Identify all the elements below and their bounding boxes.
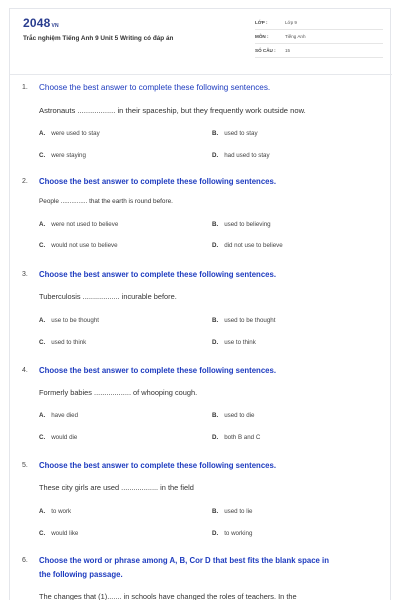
option-b[interactable] xyxy=(212,130,258,137)
document-header xyxy=(10,9,390,69)
question-stem: These city girls are used .................. in the field xyxy=(39,483,194,492)
option-b[interactable] xyxy=(212,221,271,228)
question-stem: Tuberculosis .................. incurable before. xyxy=(39,292,177,301)
question-prompt: Choose the best answer to complete these following sentences. xyxy=(39,366,276,375)
option-text: had used to stay xyxy=(224,152,270,159)
question-prompt: Choose the best answer to complete these following sentences. xyxy=(39,177,276,186)
question-number: 4. xyxy=(22,367,28,374)
option-letter: C. xyxy=(39,152,46,159)
question-prompt: Choose the best answer to complete these following sentences. xyxy=(39,83,271,92)
option-text: did not use to believe xyxy=(224,242,283,249)
question-prompt-line-2: the following passage. xyxy=(39,570,123,579)
option-text: to work xyxy=(51,508,72,515)
option-d[interactable] xyxy=(212,152,270,159)
option-a[interactable] xyxy=(39,508,71,515)
question-stem: Formerly babies .................. of whooping cough. xyxy=(39,388,198,397)
question-prompt-line-1: Choose the word or phrase among A, B, Cor D that best fits the blank space in xyxy=(39,556,329,565)
question-number: 3. xyxy=(22,271,28,278)
option-text: would like xyxy=(51,530,79,537)
option-letter: B. xyxy=(212,130,219,137)
option-letter: D. xyxy=(212,434,219,441)
site-logo[interactable] xyxy=(23,16,59,30)
option-a[interactable] xyxy=(39,412,78,419)
option-text: would not use to believe xyxy=(51,242,118,249)
option-d[interactable] xyxy=(212,242,283,249)
option-a[interactable] xyxy=(39,317,99,324)
option-a[interactable] xyxy=(39,221,118,228)
option-text: have died xyxy=(51,412,79,419)
question-number: 6. xyxy=(22,557,28,564)
document-page xyxy=(9,8,391,600)
meta-row-subject xyxy=(255,32,383,44)
option-text: used to lie xyxy=(224,508,253,515)
option-letter: D. xyxy=(212,530,219,537)
option-text: used to believing xyxy=(224,221,271,228)
meta-info xyxy=(255,18,383,60)
option-b[interactable] xyxy=(212,508,252,515)
option-b[interactable] xyxy=(212,412,254,419)
option-text: to working xyxy=(224,530,253,537)
option-text: used to die xyxy=(224,412,255,419)
meta-key: LỚP : xyxy=(255,20,268,25)
meta-value: Lớp 9 xyxy=(285,20,297,25)
option-letter: C. xyxy=(39,339,46,346)
option-text: use to be thought xyxy=(51,317,100,324)
option-c[interactable] xyxy=(39,434,77,441)
question-number: 2. xyxy=(22,178,28,185)
option-text: would die xyxy=(51,434,78,441)
option-letter: A. xyxy=(39,317,46,324)
option-text: used to be thought xyxy=(224,317,276,324)
option-d[interactable] xyxy=(212,339,256,346)
option-text: were not used to believe xyxy=(51,221,119,228)
meta-row-class xyxy=(255,18,383,30)
option-letter: C. xyxy=(39,530,46,537)
option-letter: A. xyxy=(39,221,46,228)
option-a[interactable] xyxy=(39,130,100,137)
option-letter: A. xyxy=(39,130,46,137)
option-c[interactable] xyxy=(39,530,78,537)
option-c[interactable] xyxy=(39,152,86,159)
option-letter: B. xyxy=(212,508,219,515)
option-letter: D. xyxy=(212,339,219,346)
option-text: were staying xyxy=(51,152,86,159)
option-text: used to think xyxy=(51,339,87,346)
option-letter: B. xyxy=(212,317,219,324)
option-letter: B. xyxy=(212,412,219,419)
question-prompt: Choose the best answer to complete these following sentences. xyxy=(39,461,276,470)
question-stem: People ............... that the earth is round before. xyxy=(39,198,173,205)
logo-suffix: VN xyxy=(51,23,59,29)
meta-value: 15 xyxy=(285,48,291,53)
document-title: Trắc nghiệm Tiếng Anh 9 Unit 5 Writing có đáp án xyxy=(23,35,174,42)
question-prompt: Choose the best answer to complete these following sentences. xyxy=(39,270,276,279)
option-text: used to stay xyxy=(224,130,258,137)
meta-value: Tiếng Anh xyxy=(285,34,306,39)
option-text: both B and C xyxy=(224,434,261,441)
option-d[interactable] xyxy=(212,530,252,537)
option-text: were used to stay xyxy=(51,130,100,137)
option-letter: D. xyxy=(212,242,219,249)
meta-row-count xyxy=(255,46,383,58)
option-text: use to think xyxy=(224,339,256,346)
option-letter: B. xyxy=(212,221,219,228)
option-letter: A. xyxy=(39,508,46,515)
header-divider xyxy=(10,74,392,75)
option-d[interactable] xyxy=(212,434,260,441)
option-b[interactable] xyxy=(212,317,275,324)
option-letter: C. xyxy=(39,242,46,249)
question-number: 5. xyxy=(22,462,28,469)
option-letter: A. xyxy=(39,412,46,419)
meta-key: MÔN : xyxy=(255,34,269,39)
option-letter: D. xyxy=(212,152,219,159)
meta-key: SỐ CÂU : xyxy=(255,48,276,53)
option-c[interactable] xyxy=(39,242,118,249)
question-number: 1. xyxy=(22,84,28,91)
option-letter: C. xyxy=(39,434,46,441)
logo-text: 2048 xyxy=(23,16,51,30)
option-c[interactable] xyxy=(39,339,86,346)
question-stem: Astronauts .................. in their spaceship, but they frequently work outside now. xyxy=(39,106,306,115)
passage-text: The changes that (1)....... in schools have changed the roles of teachers. In the xyxy=(39,592,297,600)
